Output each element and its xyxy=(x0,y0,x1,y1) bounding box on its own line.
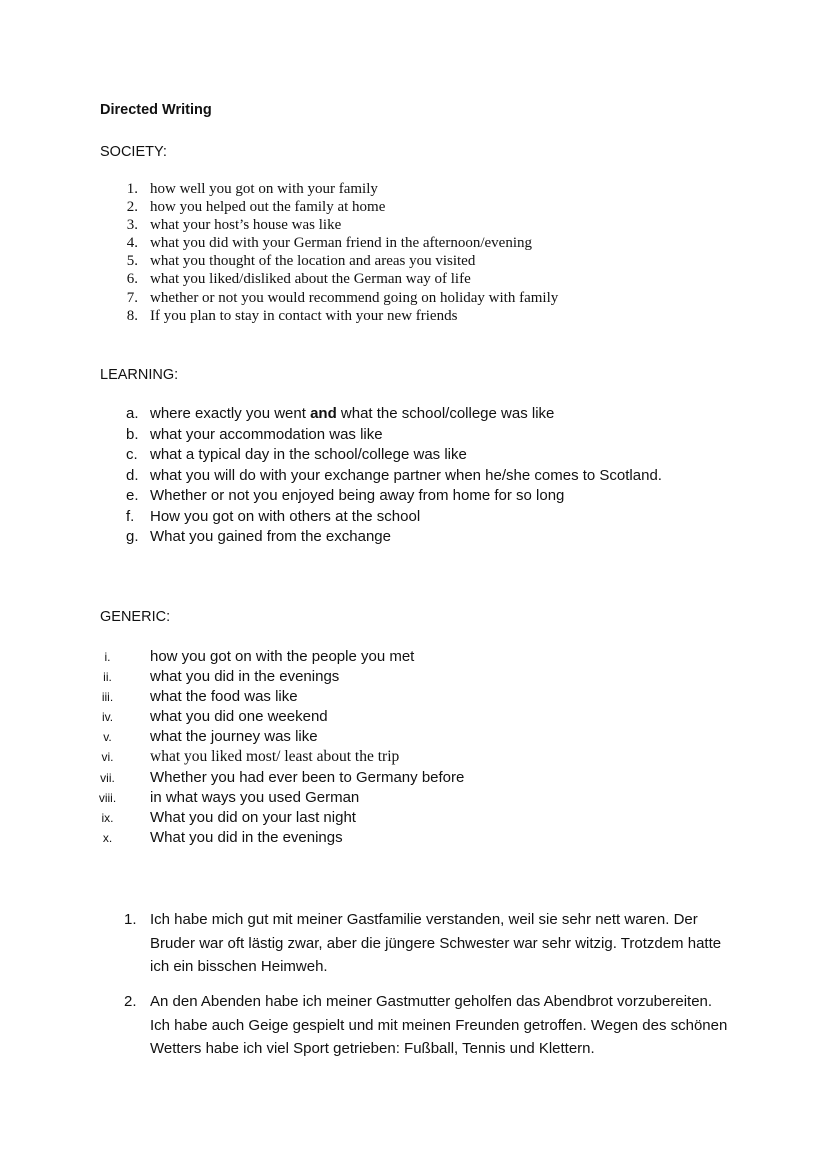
list-item-text: How you got on with others at the school xyxy=(150,507,421,525)
list-marker: viii. xyxy=(98,790,117,805)
text-segment: where exactly you went xyxy=(150,405,311,422)
society-heading: SOCIETY: xyxy=(100,144,167,160)
list-item-text xyxy=(150,405,554,422)
list-marker: d. xyxy=(126,466,139,484)
list-item-text: in what ways you used German xyxy=(150,788,360,806)
list-item-text: what you did with your German friend in the afternoon/evening xyxy=(150,235,532,252)
list-marker: a. xyxy=(126,405,139,422)
list-item-text: what your accommodation was like xyxy=(150,425,383,443)
learning-heading: LEARNING: xyxy=(100,367,179,383)
answer-text: An den Abenden habe ich meiner Gastmutter geholfen das Abendbrot vorzubereiten. Ich habe auch Geige gespielt und mit meinen Freunden getroffen. Wegen des schönen Wetters habe ich viel Sport getrieben: Fußball, Tennis und Klettern. xyxy=(150,993,728,1058)
list-item-text: what you will do with your exchange partner when he/she comes to Scotland. xyxy=(150,466,662,484)
list-marker: v. xyxy=(103,730,112,745)
list-item-text: what the food was like xyxy=(150,688,298,706)
list-item-text: whether or not you would recommend going on holiday with family xyxy=(150,289,559,306)
list-marker: iii. xyxy=(101,690,114,705)
list-marker: iv. xyxy=(101,710,114,725)
list-item-text: what you did one weekend xyxy=(150,708,328,726)
list-item-text: what you liked most/ least about the trip xyxy=(150,748,400,766)
list-marker: 8. xyxy=(126,307,138,324)
answer-marker: 2. xyxy=(124,993,137,1010)
bold-text: and xyxy=(310,405,337,422)
list-item-text: Whether you had ever been to Germany before xyxy=(150,768,465,786)
list-item-text: what your host’s house was like xyxy=(150,217,342,234)
list-item-text: what a typical day in the school/college was like xyxy=(150,446,467,463)
list-marker: 3. xyxy=(126,217,138,234)
list-marker: ii. xyxy=(103,670,112,685)
list-item-text: how well you got on with your family xyxy=(150,181,378,197)
list-marker: 1. xyxy=(126,181,138,197)
list-item-text: what you liked/disliked about the German way of life xyxy=(150,271,471,288)
list-marker: e. xyxy=(126,487,139,504)
list-marker: i. xyxy=(104,650,111,664)
text-segment: what the school/college was like xyxy=(336,405,555,422)
list-marker: b. xyxy=(126,425,139,443)
list-item-text: What you gained from the exchange xyxy=(150,528,391,545)
list-marker: vii. xyxy=(100,770,115,785)
list-item-text: If you plan to stay in contact with your new friends xyxy=(150,307,458,324)
list-marker: 5. xyxy=(126,253,138,270)
list-marker: f. xyxy=(126,507,135,525)
list-item-text: how you helped out the family at home xyxy=(150,199,386,216)
generic-heading: GENERIC: xyxy=(100,609,171,625)
list-marker: g. xyxy=(126,528,139,545)
list-item-text: What you did in the evenings xyxy=(150,828,343,846)
list-marker: 4. xyxy=(126,235,138,252)
list-marker: vi. xyxy=(101,750,114,765)
document-title: Directed Writing xyxy=(100,102,212,118)
list-marker: 2. xyxy=(126,199,138,216)
list-item-text: what you thought of the location and areas you visited xyxy=(150,253,476,270)
list-marker: ix. xyxy=(101,810,114,825)
list-marker: c. xyxy=(126,446,138,463)
list-item-text: how you got on with the people you met xyxy=(150,648,415,665)
list-marker: 7. xyxy=(126,289,138,306)
list-item-text: What you did on your last night xyxy=(150,808,356,826)
list-marker: x. xyxy=(102,830,113,845)
list-item-text: what the journey was like xyxy=(150,728,318,746)
list-marker: 6. xyxy=(126,271,138,288)
answer-text: Ich habe mich gut mit meiner Gastfamilie verstanden, weil sie sehr nett waren. Der Bruder war oft lästig zwar, aber die jüngere Schwester war sehr witzig. Trotzdem hatte ich ein bisschen Heimweh. xyxy=(150,911,722,976)
answer-marker: 1. xyxy=(124,911,137,928)
list-item-text: Whether or not you enjoyed being away from home for so long xyxy=(150,487,565,504)
list-item-text: what you did in the evenings xyxy=(150,668,340,686)
